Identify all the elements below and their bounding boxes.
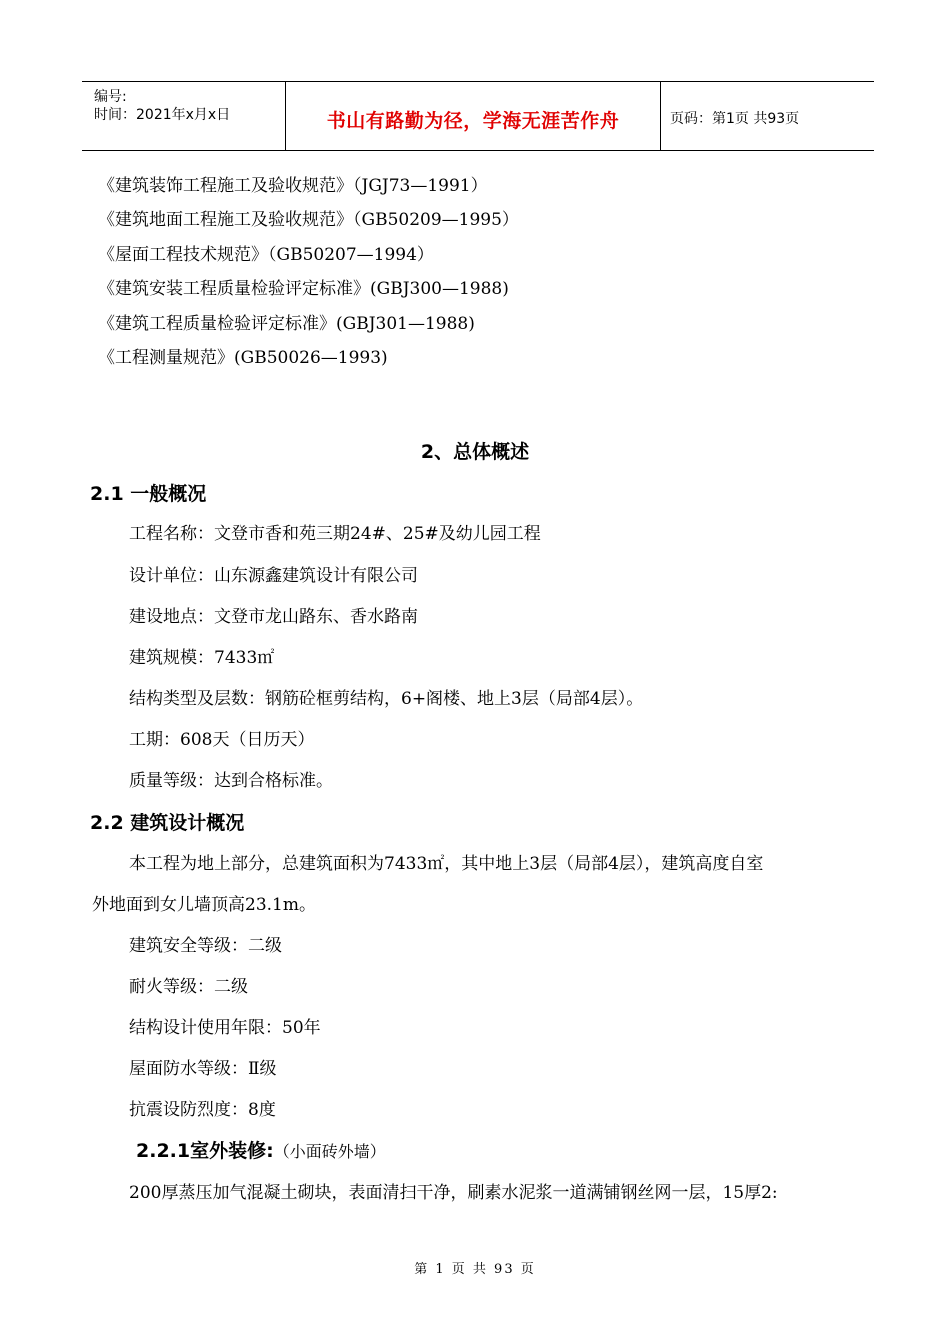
reference-item: 《建筑安装工程质量检验评定标准》(GBJ300—1988) [98,279,509,299]
subsection-heading-2-1: 2.1 一般概况 [90,483,207,505]
overview-line: 建筑规模：7433㎡ [129,648,275,668]
design-line: 建筑安全等级：二级 [129,936,282,956]
header-motto-cell [285,82,661,150]
number-label: 编号: [94,89,127,105]
heading-note: （小面砖外墙） [273,1142,386,1161]
design-line: 抗震设防烈度：8度 [129,1100,276,1120]
design-line: 耐火等级：二级 [129,977,248,997]
overview-line: 结构类型及层数：钢筋砼框剪结构，6+阁楼、地上3层（局部4层）。 [129,689,644,709]
reference-item: 《建筑地面工程施工及验收规范》（GB50209—1995） [98,210,519,230]
design-line: 屋面防水等级：Ⅱ级 [129,1059,277,1079]
reference-item: 《屋面工程技术规范》（GB50207—1994） [98,245,434,265]
subsection-heading-2-2: 2.2 建筑设计概况 [90,812,245,834]
subsection-heading-2-2-1 [136,1140,386,1163]
overview-line: 工程名称：文登市香和苑三期24#、25#及幼儿园工程 [129,524,541,544]
overview-line: 建设地点：文登市龙山路东、香水路南 [129,607,418,627]
reference-item: 《建筑装饰工程施工及验收规范》（JGJ73—1991） [98,176,488,196]
heading-text: 2.2.1室外装修: [136,1140,274,1162]
page-footer: 第 1 页 共 93 页 [414,1262,536,1277]
overview-line: 质量等级：达到合格标准。 [129,771,333,791]
reference-item: 《工程测量规范》(GB50026—1993) [98,348,388,368]
exterior-line: 200厚蒸压加气混凝土砌块，表面清扫干净，刷素水泥浆一道满铺钢丝网一层，15厚2: [129,1183,778,1203]
time-label: 时间：2021年x月x日 [94,107,231,123]
section-title: 2、总体概述 [420,441,530,463]
design-line: 结构设计使用年限：50年 [129,1018,321,1038]
design-paragraph-line: 本工程为地上部分，总建筑面积为7433㎡，其中地上3层（局部4层），建筑高度自室 [129,854,764,874]
design-paragraph-line: 外地面到女儿墙顶高23.1m。 [92,895,316,915]
motto: 书山有路勤为径，学海无涯苦作舟 [326,110,620,132]
page-info: 页码：第1页 共93页 [670,111,800,127]
overview-line: 设计单位：山东源鑫建筑设计有限公司 [129,566,418,586]
header-info-cell [82,82,285,150]
page-header [82,81,874,151]
reference-item: 《建筑工程质量检验评定标准》(GBJ301—1988) [98,314,475,334]
header-page-cell [660,82,874,150]
overview-line: 工期：608天（日历天） [129,730,315,750]
